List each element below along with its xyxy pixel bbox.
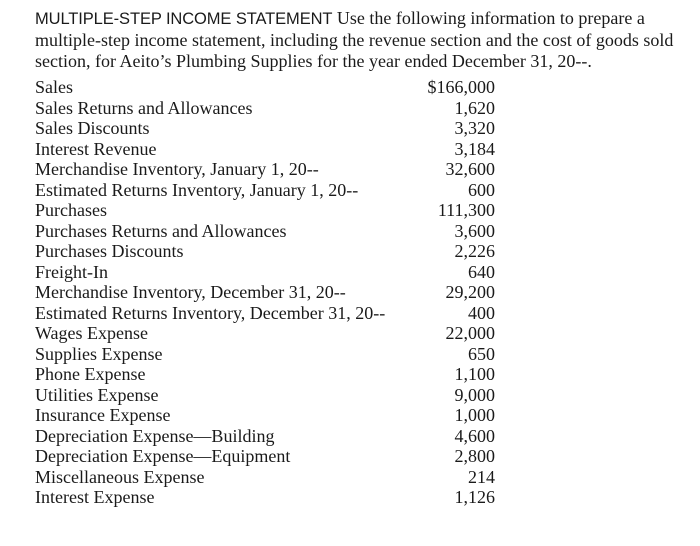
account-amount: 2,226 (454, 241, 495, 261)
account-amount: 650 (468, 343, 495, 364)
account-row (35, 159, 495, 180)
account-label: Purchases Discounts (35, 241, 184, 261)
account-label: Depreciation Expense—Equipment (35, 446, 291, 466)
problem-statement (35, 8, 685, 72)
account-row (35, 385, 495, 406)
account-row (35, 98, 495, 119)
account-row (35, 426, 495, 447)
problem-instructions: Use the following information to prepare a multiple-step income statement, including the revenue section and the cost of goods sold section, for Aeito’s Plumbing Supplies for the year ended December 31, 20--. (35, 8, 674, 71)
account-amount: 4,600 (454, 425, 495, 446)
account-row (35, 303, 495, 324)
account-label: Interest Expense (35, 487, 155, 507)
account-amount: 32,600 (445, 159, 495, 179)
account-amount: 400 (468, 302, 495, 323)
account-amount: 1,100 (454, 364, 495, 384)
account-row (35, 221, 495, 242)
account-label: Insurance Expense (35, 405, 171, 425)
account-row (35, 282, 495, 303)
account-label: Freight-In (35, 261, 108, 282)
account-label: Sales Discounts (35, 118, 150, 138)
account-row (35, 405, 495, 426)
account-label: Utilities Expense (35, 384, 159, 405)
account-amount: 3,184 (454, 138, 495, 159)
account-row (35, 467, 495, 488)
account-row (35, 446, 495, 467)
account-label: Sales Returns and Allowances (35, 97, 253, 118)
account-label: Interest Revenue (35, 138, 157, 159)
account-amount: $166,000 (427, 77, 495, 97)
account-label: Sales (35, 77, 73, 97)
account-label: Wages Expense (35, 323, 149, 343)
account-amount: 9,000 (454, 384, 495, 405)
account-label: Merchandise Inventory, January 1, 20-- (35, 159, 319, 179)
account-amount: 1,620 (454, 97, 495, 118)
account-label: Estimated Returns Inventory, December 31, 20-- (35, 302, 386, 323)
account-row (35, 241, 495, 262)
account-amount: 1,126 (454, 487, 495, 507)
account-row (35, 487, 495, 508)
account-label: Miscellaneous Expense (35, 466, 205, 487)
account-label: Supplies Expense (35, 343, 163, 364)
account-row (35, 139, 495, 160)
account-amount: 111,300 (437, 200, 495, 220)
account-row (35, 262, 495, 283)
problem-heading: MULTIPLE-STEP INCOME STATEMENT (35, 10, 333, 28)
account-amount: 214 (468, 466, 495, 487)
account-list (35, 77, 495, 508)
account-amount: 29,200 (445, 282, 495, 302)
account-amount: 3,320 (454, 118, 495, 138)
account-amount: 2,800 (454, 446, 495, 466)
account-label: Merchandise Inventory, December 31, 20-- (35, 282, 346, 302)
account-label: Phone Expense (35, 364, 146, 384)
account-row (35, 180, 495, 201)
account-amount: 1,000 (454, 405, 495, 425)
account-amount: 600 (468, 179, 495, 200)
account-row (35, 364, 495, 385)
account-row (35, 323, 495, 344)
account-row (35, 118, 495, 139)
account-amount: 3,600 (454, 220, 495, 241)
account-row (35, 200, 495, 221)
account-amount: 22,000 (445, 323, 495, 343)
account-amount: 640 (468, 261, 495, 282)
account-row (35, 344, 495, 365)
account-label: Purchases Returns and Allowances (35, 220, 287, 241)
account-label: Purchases (35, 200, 107, 220)
account-label: Depreciation Expense—Building (35, 425, 275, 446)
account-label: Estimated Returns Inventory, January 1, 20-- (35, 179, 359, 200)
account-row (35, 77, 495, 98)
